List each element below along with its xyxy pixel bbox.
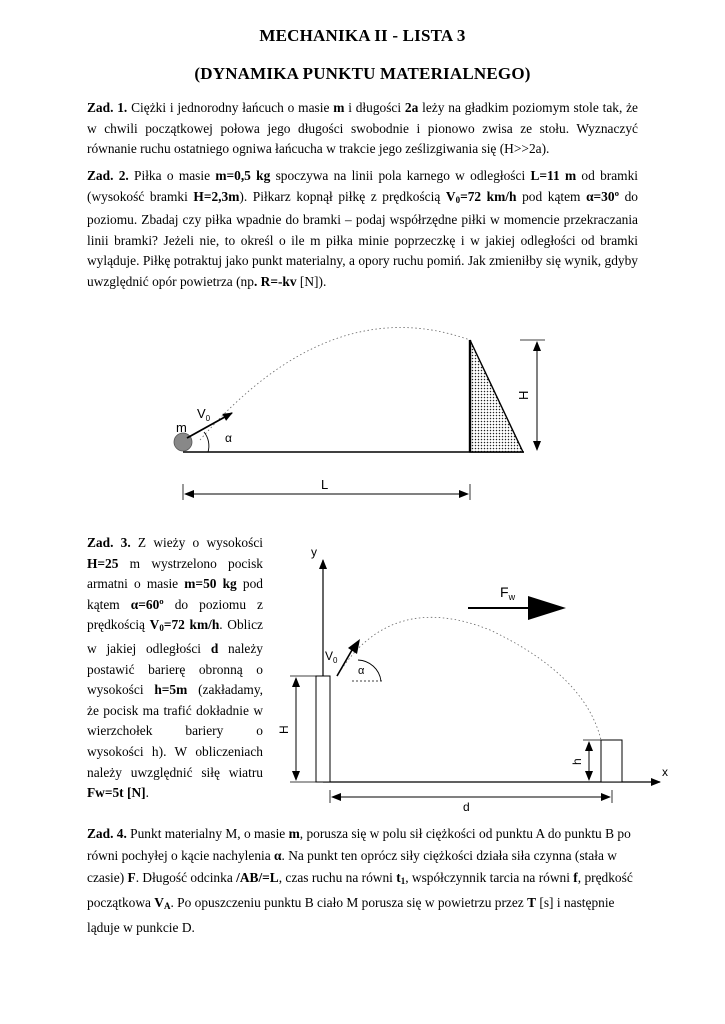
L-label-1: L xyxy=(321,477,329,492)
problem-1-label: Zad. 1. xyxy=(87,100,128,115)
H-label-1: H xyxy=(516,390,531,400)
H-label-2: H xyxy=(277,725,291,734)
barrier xyxy=(601,740,622,782)
velocity-vector-2 xyxy=(337,650,352,676)
x-axis-label: x xyxy=(662,765,668,779)
mass-label-1: m xyxy=(176,420,187,435)
tower xyxy=(316,676,330,782)
problem-1: Zad. 1. Ciężki i jednorodny łańcuch o masie m i długości 2a leży na gładkim poziomym stole tak, że w chwili początkowej połowa jego długości swobodnie i pionowo zwisa ze stołu. Wyznaczyć równanie ruchu ostatniego ogniwa łańcucha w trakcie jego ześlizgiwania się (H>>2a). xyxy=(87,100,639,156)
problem-2: Zad. 2. Piłka o masie m=0,5 kg spoczywa na linii pola karnego w odległości L=11 m od bramki (wysokość bramki H=2,3m). Piłkarz kopnął piłkę z prędkością $V_0=72$ km/h pod kątem α=30º do poziomu. Zbadaj czy piłka wpadnie do bramki – podaj współrzędne piłki w momencie przekraczania linii bramki? Jeżeli nie, to określ o ile m piłka minie poprzeczkę i w jakiej odległości od bramki wyląduje. Piłkę potraktuj jako punkt materialny, a opory ruchu pomiń. Jak zmieniłby się wynik, gdyby uwzględnić opór powietrza (np. R=-kv [N]). xyxy=(87,168,639,289)
page-subtitle: (DYNAMIKA PUNKTU MATERIALNEGO) xyxy=(194,64,531,83)
v0-label-2: $V_0$ xyxy=(325,649,338,665)
trajectory-curve-2 xyxy=(337,617,601,740)
problem-4-label: Zad. 4. xyxy=(87,826,127,841)
alpha-label-2: α xyxy=(358,665,365,677)
h-label: h xyxy=(570,758,584,765)
problem-4: Zad. 4. Punkt materialny M, o masie m, porusza się w polu sił ciężkości od punktu A do punktu B po równi pochyłej o kącie nachylenia α. Na punkt ten oprócz siły ciężkości działa siła czynna (stała w czasie) F. Długość odcinka /AB/=L, czas ruchu na równi $t_1$, współczynnik tarcia na równi f, prędkość początkowa $V_A$. Po opuszczeniu punktu B ciało M porusza się w powietrzu przez T [s] i następnie ląduje w punkcie D. xyxy=(87,826,633,935)
wind-arrow xyxy=(528,596,566,620)
problem-2-label: Zad. 2. xyxy=(87,168,129,183)
alpha-label-1: α xyxy=(225,431,232,445)
fw-label: $F_w$ xyxy=(500,584,516,602)
page-title: MECHANIKA II - LISTA 3 xyxy=(259,26,466,45)
problem-3: Zad. 3. Z wieży o wysokości H=25 m wystrzelono pocisk armatni o masie m=50 kg pod kątem α=60º do poziomu z prędkością $V_0=72$ km/h. Oblicz w jakiej odległości d należy postawić barierę obronną o wysokości h=5m (zakładamy, że pocisk ma trafić dokładnie w wierzchołek bariery o wysokości h). W obliczeniach należy uwzględnić siłę wiatru Fw=5t [N]. xyxy=(87,535,264,801)
y-axis-label: y xyxy=(311,545,317,559)
d-label: d xyxy=(463,800,470,814)
v0-label-1: $V_0$ xyxy=(197,406,211,423)
problem-3-label: Zad. 3. xyxy=(87,535,131,550)
